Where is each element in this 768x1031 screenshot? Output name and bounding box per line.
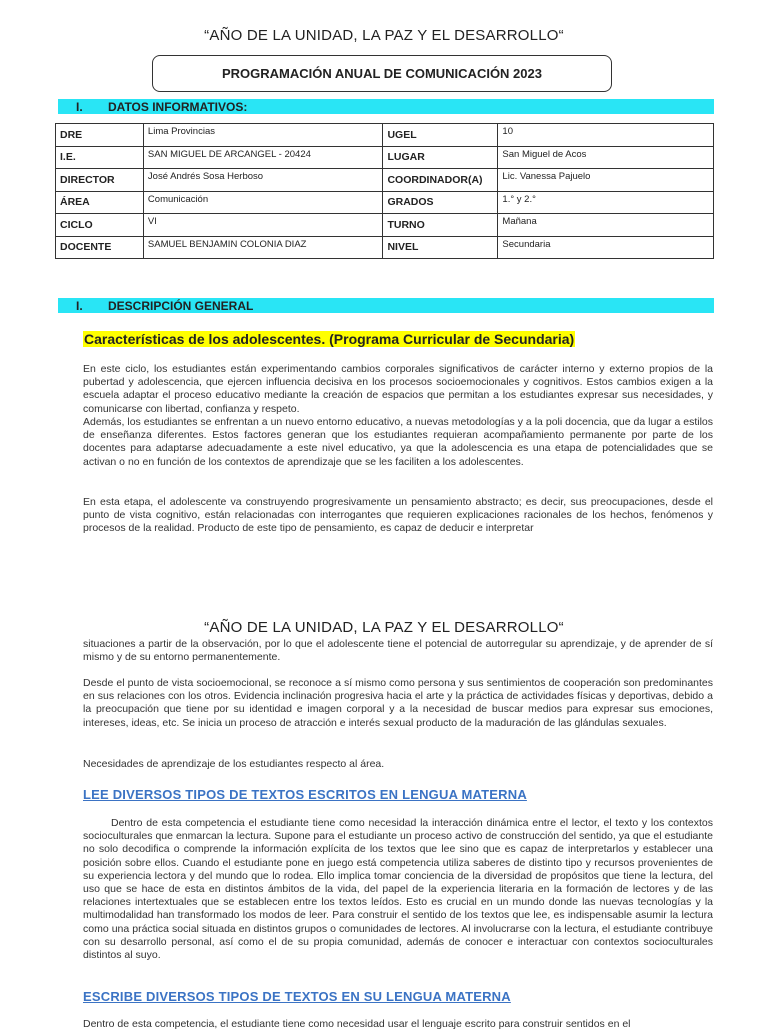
paragraph: situaciones a partir de la observación, por lo que el adolescente tiene el potencial de autorregular su aprendizaje, y de aprender de sí mismo y de su entorno permanentemente.: [83, 638, 713, 664]
characteristics-heading: Características de los adolescentes. (Programa Curricular de Secundaria): [84, 331, 575, 347]
info-value: VI: [143, 214, 383, 237]
info-label: DRE: [56, 124, 144, 147]
info-label: CICLO: [56, 214, 144, 237]
paragraph: Además, los estudiantes se enfrentan a un nuevo entorno educativo, a nuevas metodologías y a la poli docencia, que da lugar a estilos de enseñanza diferentes. Estos factores generan que los estudiantes requieran acompañamiento permanente por parte de los docentes para adaptarse adecuadamente a este nivel educativo, ya que la adolescencia es una etapa de potencialidades que se activan o no en función de los contextos de aprendizaje que se les faciliten a los adolescentes.: [83, 416, 713, 468]
section-heading-escribe: ESCRIBE DIVERSOS TIPOS DE TEXTOS EN SU LENGUA MATERNA: [83, 989, 511, 1004]
info-row: [56, 146, 714, 169]
info-row: [56, 191, 714, 214]
info-label: I.E.: [56, 146, 144, 169]
page-title: PROGRAMACIÓN ANUAL DE COMUNICACIÓN 2023: [152, 55, 612, 92]
info-label: LUGAR: [383, 146, 498, 169]
section-label: DATOS INFORMATIVOS:: [108, 99, 248, 114]
section-heading-lee: LEE DIVERSOS TIPOS DE TEXTOS ESCRITOS EN LENGUA MATERNA: [83, 787, 527, 802]
info-label: NIVEL: [383, 236, 498, 259]
section-number: I.: [76, 298, 83, 313]
info-value: Lic. Vanessa Pajuelo: [498, 169, 714, 192]
info-value: Secundaria: [498, 236, 714, 259]
info-label: DIRECTOR: [56, 169, 144, 192]
header-motto: “AÑO DE LA UNIDAD, LA PAZ Y EL DESARROLLO“: [204, 619, 564, 636]
paragraph: Dentro de esta competencia el estudiante tiene como necesidad la interacción dinámica entre el lector, el texto y los contextos socioculturales que enmarcan la lectura. Supone para el estudiante un proceso activo de construcción del sentido, ya que el estudiante no solo decodifica o comprende la información explícita de los textos que lee sino que es capaz de interpretarlos y establecer una posición sobre ellos. Cuando el estudiante pone en juego está competencia utiliza saberes de distinto tipo y recursos provenientes de su experiencia lectora y del mundo que lo rodea. Ello implica tomar conciencia de la diversidad de propósitos que tiene la lectura, del uso que se hace de esta en distintos ámbitos de la vida, del papel de la experiencia literaria en la formación de lectores y de las relaciones intertextuales que se establecen entre los textos leídos. Esto es crucial en un mundo donde las nuevas tecnologías y la multimodalidad han transformado los modos de leer. Para construir el sentido de los textos que lee, es indispensable asumir la lectura como una práctica social situada en distintos grupos o comunidades de lectores. Al involucrarse con la lectura, el estudiante contribuye con su desarrollo personal, así como el de su propia comunidad, además de conocer e interactuar con contextos socioculturales distintos al suyo.: [83, 817, 713, 962]
paragraph: En este ciclo, los estudiantes están experimentando cambios corporales significativos de carácter interno y externo propios de la pubertad y adolescencia, que ejercen influencia decisiva en los procesos socioemocionales y cognitivos. Estos cambios exigen a la escuela adaptar el proceso educativo mediante la creación de espacios que permitan a los estudiantes expresar sus necesidades, y comunicarse con libertad, confianza y respeto.: [83, 363, 713, 415]
info-label: UGEL: [383, 124, 498, 147]
paragraph: Necesidades de aprendizaje de los estudiantes respecto al área.: [83, 758, 385, 770]
info-label: TURNO: [383, 214, 498, 237]
section-band-descripcion: [58, 298, 714, 313]
info-label: GRADOS: [383, 191, 498, 214]
info-value: 1.° y 2.°: [498, 191, 714, 214]
header-motto: “AÑO DE LA UNIDAD, LA PAZ Y EL DESARROLLO“: [204, 27, 564, 44]
info-label: COORDINADOR(A): [383, 169, 498, 192]
info-value: Mañana: [498, 214, 714, 237]
info-value: SAN MIGUEL DE ARCANGEL - 20424: [143, 146, 383, 169]
paragraph: En esta etapa, el adolescente va construyendo progresivamente un pensamiento abstracto; es decir, sus preocupaciones, desde el punto de vista cognitivo, están relacionadas con interrogantes que requieren explicaciones racionales de los hechos, fenómenos y procesos de la realidad. Producto de este tipo de pensamiento, es capaz de deducir e interpretar: [83, 496, 713, 535]
info-value: Comunicación: [143, 191, 383, 214]
info-row: [56, 214, 714, 237]
section-label: DESCRIPCIÓN GENERAL: [108, 298, 254, 313]
info-row: [56, 236, 714, 259]
paragraph: Dentro de esta competencia, el estudiante tiene como necesidad usar el lenguaje escrito para construir sentidos en el: [83, 1018, 631, 1030]
info-value: San Miguel de Acos: [498, 146, 714, 169]
info-label: DOCENTE: [56, 236, 144, 259]
info-value: José Andrés Sosa Herboso: [143, 169, 383, 192]
info-label: ÁREA: [56, 191, 144, 214]
info-row: [56, 124, 714, 147]
info-value: 10: [498, 124, 714, 147]
section-band-datos: [58, 99, 714, 114]
info-value: Lima Provincias: [143, 124, 383, 147]
info-row: [56, 169, 714, 192]
info-value: SAMUEL BENJAMIN COLONIA DIAZ: [143, 236, 383, 259]
paragraph: Desde el punto de vista socioemocional, se reconoce a sí mismo como persona y sus sentimientos de cooperación son predominantes en sus relaciones con los otros. Evidencia inclinación progresiva hacia el arte y la práctica de actividades físicas y deportivas, debido a la preocupación que tiene por su identidad e imagen corporal y a la necesidad de buscar medios para expresar sus emociones, intereses, ideas, etc. Se inicia un proceso de atracción e interés sexual producto de la maduración de las glándulas sexuales.: [83, 677, 713, 729]
info-table: [55, 123, 714, 259]
section-number: I.: [76, 99, 83, 114]
